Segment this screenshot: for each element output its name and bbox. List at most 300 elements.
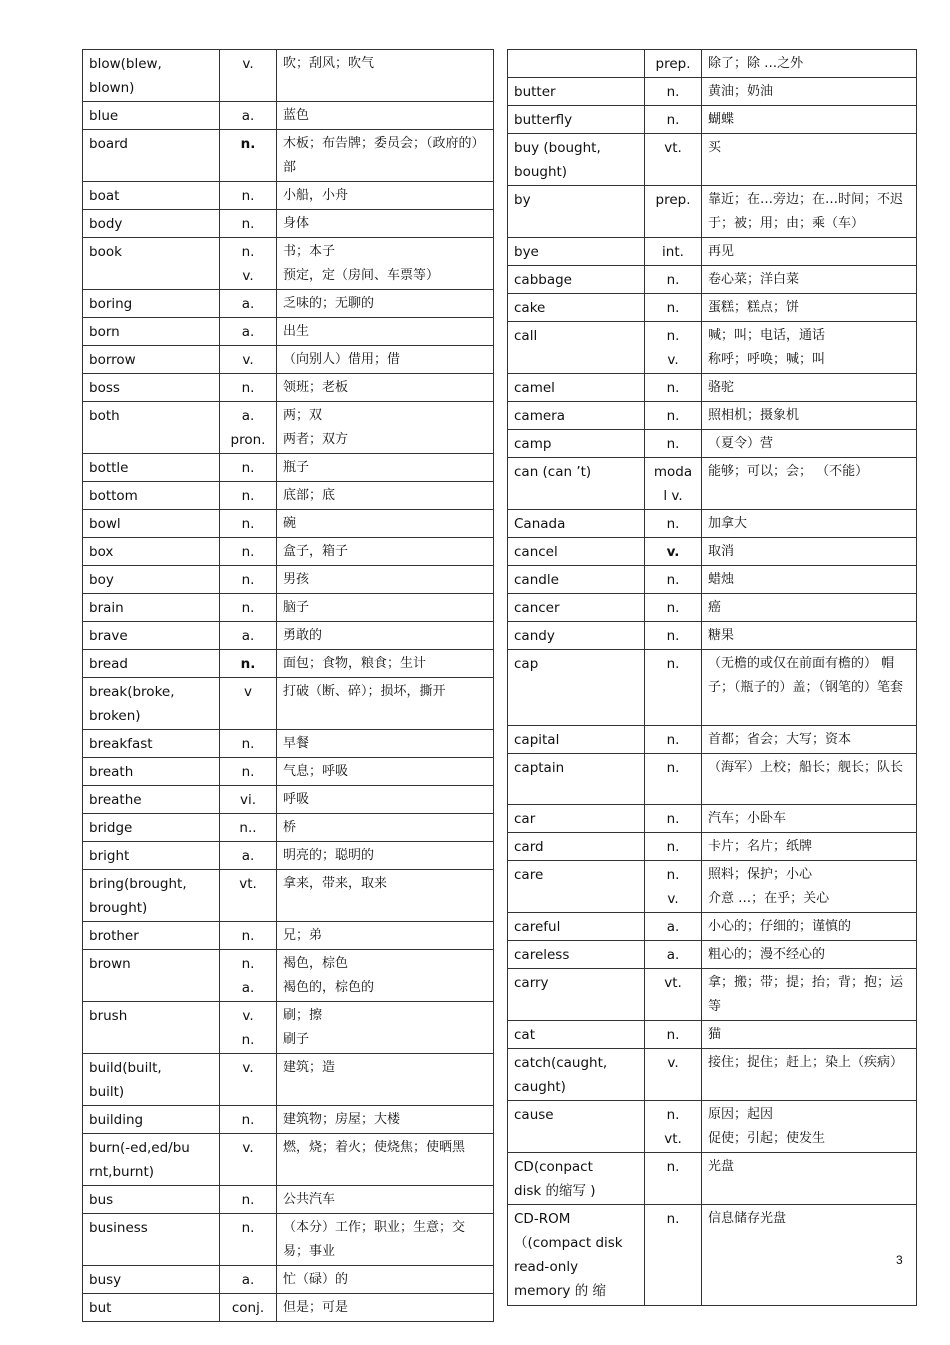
vocab-definition-line: 褐色的，棕色的: [283, 980, 375, 995]
vocab-part-of-speech-line: a.: [241, 324, 255, 340]
vocab-definition: [277, 950, 494, 1002]
vocab-definition: [277, 678, 494, 730]
vocab-definition: [277, 730, 494, 758]
vocab-word-line: candy: [514, 628, 555, 644]
vocab-word: [83, 318, 220, 346]
vocab-word-line: blue: [89, 108, 119, 124]
vocab-row: [83, 730, 494, 758]
vocab-word-line: cause: [514, 1107, 554, 1123]
vocab-part-of-speech-line: n.: [666, 436, 680, 452]
right-vocab-body: [508, 50, 917, 1306]
vocab-row: [508, 941, 917, 969]
vocab-word-line: CD(conpact: [514, 1159, 593, 1175]
vocab-definition: [702, 566, 917, 594]
vocab-part-of-speech: [645, 622, 702, 650]
vocab-row: [83, 922, 494, 950]
vocab-word: [508, 805, 645, 833]
vocab-definition: [277, 622, 494, 650]
vocab-word: [83, 842, 220, 870]
vocab-word-line: cat: [514, 1027, 535, 1043]
vocab-definition-line: 癌: [708, 600, 722, 615]
vocab-word: [83, 454, 220, 482]
vocab-definition-line: 气息；呼吸: [283, 764, 349, 779]
vocab-definition: [702, 1021, 917, 1049]
vocab-part-of-speech-line: v.: [666, 544, 680, 560]
vocab-word: [508, 1205, 645, 1306]
vocab-part-of-speech-line: vt.: [664, 1131, 682, 1147]
vocab-row: [508, 266, 917, 294]
vocab-definition: [702, 266, 917, 294]
vocab-word-line: candle: [514, 572, 559, 588]
vocab-part-of-speech: [220, 650, 277, 678]
vocab-word-line: brought): [89, 900, 148, 916]
vocab-part-of-speech-line: n.: [666, 328, 680, 344]
vocab-definition: [277, 482, 494, 510]
vocab-word: [508, 510, 645, 538]
vocab-part-of-speech: [220, 842, 277, 870]
vocab-word: [83, 1266, 220, 1294]
vocab-row: [83, 290, 494, 318]
vocab-definition-line: 出生: [283, 324, 310, 339]
vocab-part-of-speech-line: n.: [666, 732, 680, 748]
vocab-definition-line: 书；本子: [283, 244, 336, 259]
vocab-word: [508, 106, 645, 134]
vocab-row: [83, 1214, 494, 1266]
vocab-word-line: blow(blew,: [89, 56, 162, 72]
vocab-row: [83, 950, 494, 1002]
vocab-definition-line: 预定，定（房间、车票等）: [283, 268, 440, 283]
vocab-word: [83, 1106, 220, 1134]
vocab-row: [508, 833, 917, 861]
vocab-row: [83, 622, 494, 650]
vocab-part-of-speech: [645, 1205, 702, 1306]
vocab-part-of-speech: [645, 374, 702, 402]
vocab-part-of-speech-line: prep.: [655, 192, 691, 208]
vocab-definition: [702, 969, 917, 1021]
vocab-definition-line: 介意 …；在乎；关心: [708, 891, 830, 906]
vocab-row: [508, 1101, 917, 1153]
vocab-part-of-speech: [220, 50, 277, 102]
vocab-definition-line: 促使；引起；使发生: [708, 1131, 826, 1146]
vocab-word: [508, 134, 645, 186]
vocab-word: [83, 1186, 220, 1214]
vocab-part-of-speech: [645, 1101, 702, 1153]
vocab-part-of-speech-line: n.: [666, 760, 680, 776]
vocab-row: [508, 1021, 917, 1049]
vocab-row: [508, 754, 917, 805]
vocab-definition-line: 男孩: [283, 572, 310, 587]
vocab-definition: [277, 1002, 494, 1054]
vocab-part-of-speech-line: n..: [239, 820, 257, 836]
vocab-part-of-speech: [220, 730, 277, 758]
vocab-word: [83, 182, 220, 210]
vocab-part-of-speech-line: n.: [241, 736, 255, 752]
vocab-definition-line: 取消: [708, 544, 735, 559]
vocab-definition-line: 褐色，棕色: [283, 956, 349, 971]
vocab-part-of-speech: [220, 482, 277, 510]
vocab-part-of-speech-line: a.: [666, 947, 680, 963]
vocab-part-of-speech-line: n.: [241, 244, 255, 260]
vocab-definition-line: 光盘: [708, 1159, 735, 1174]
vocab-part-of-speech-line: a.: [241, 108, 255, 124]
left-vocab-table: [82, 49, 494, 1322]
vocab-word-line: book: [89, 244, 122, 260]
vocab-part-of-speech-line: n.: [666, 1027, 680, 1043]
vocab-part-of-speech-line: n.: [241, 1112, 255, 1128]
vocab-part-of-speech: [645, 594, 702, 622]
vocab-part-of-speech-line: n.: [241, 216, 255, 232]
vocab-word: [83, 346, 220, 374]
vocab-part-of-speech: [220, 566, 277, 594]
vocab-definition-line: 面包；食物，粮食；生计: [283, 656, 427, 671]
vocab-definition: [277, 182, 494, 210]
vocab-part-of-speech: [220, 758, 277, 786]
vocab-part-of-speech-line: v.: [242, 352, 254, 368]
vocab-definition-line: 卡片；名片；纸牌: [708, 839, 813, 854]
vocab-row: [83, 1266, 494, 1294]
vocab-part-of-speech-line: n.: [241, 460, 255, 476]
vocab-word-line: Canada: [514, 516, 566, 532]
vocab-part-of-speech: [220, 678, 277, 730]
vocab-row: [83, 1294, 494, 1322]
vocab-definition-line: 黄油；奶油: [708, 84, 774, 99]
vocab-word-line: building: [89, 1112, 144, 1128]
vocab-definition: [277, 842, 494, 870]
vocab-word-line: bus: [89, 1192, 114, 1208]
vocab-word: [508, 941, 645, 969]
vocab-word-line: CD-ROM: [514, 1211, 571, 1227]
vocab-word-line: borrow: [89, 352, 136, 368]
vocab-definition: [702, 726, 917, 754]
vocab-row: [83, 1002, 494, 1054]
vocab-row: [83, 482, 494, 510]
vocab-word-line: box: [89, 544, 114, 560]
vocab-word-line: break(broke,: [89, 684, 175, 700]
vocab-definition-line: 早餐: [283, 736, 310, 751]
vocab-word-line: business: [89, 1220, 148, 1236]
vocab-definition: [277, 290, 494, 318]
vocab-definition: [277, 210, 494, 238]
vocab-word-line: care: [514, 867, 544, 883]
vocab-word: [83, 1294, 220, 1322]
vocab-part-of-speech: [220, 814, 277, 842]
vocab-part-of-speech-line: v.: [667, 891, 679, 907]
vocab-word: [83, 870, 220, 922]
vocab-row: [83, 566, 494, 594]
vocab-definition-line: 领班；老板: [283, 380, 349, 395]
vocab-definition-line: 加拿大: [708, 516, 748, 531]
vocab-word: [508, 430, 645, 458]
vocab-definition-line: 首都；省会；大写；资本: [708, 732, 852, 747]
vocab-definition-line: 照相机；摄象机: [708, 408, 800, 423]
vocab-row: [83, 130, 494, 182]
vocab-definition-line: 小心的；仔细的；谨慎的: [708, 919, 852, 934]
vocab-definition: [702, 430, 917, 458]
vocab-word-line: bridge: [89, 820, 133, 836]
vocab-definition: [277, 758, 494, 786]
vocab-word: [508, 1049, 645, 1101]
vocab-word: [83, 1214, 220, 1266]
vocab-word-line: read-only: [514, 1259, 579, 1275]
vocab-definition-line: 忙（碌）的: [283, 1272, 349, 1287]
vocab-row: [83, 50, 494, 102]
vocab-definition-line: 蛋糕；糕点；饼: [708, 300, 800, 315]
vocab-word-line: build(built,: [89, 1060, 162, 1076]
vocab-part-of-speech: [220, 1214, 277, 1266]
vocab-row: [83, 814, 494, 842]
vocab-part-of-speech-line: v: [244, 684, 252, 700]
vocab-word: [508, 650, 645, 726]
vocab-definition: [702, 134, 917, 186]
vocab-part-of-speech-line: n.: [241, 380, 255, 396]
vocab-part-of-speech-line: n.: [666, 1107, 680, 1123]
vocab-word: [508, 538, 645, 566]
vocab-definition: [702, 510, 917, 538]
vocab-definition: [277, 922, 494, 950]
vocab-definition: [702, 106, 917, 134]
vocab-word-line: built): [89, 1084, 125, 1100]
vocab-definition-line: 刷子: [283, 1032, 310, 1047]
vocab-definition: [277, 318, 494, 346]
vocab-word: [83, 786, 220, 814]
vocab-definition-line: 燃，烧；着火；使烧焦；使晒黑: [283, 1140, 466, 1155]
vocab-row: [508, 430, 917, 458]
vocab-part-of-speech-line: n.: [241, 956, 255, 972]
vocab-definition-line: （无檐的或仅在前面有檐的） 帽子；（瓶子的）盖；（钢笔的）笔套: [708, 656, 904, 695]
vocab-row: [83, 842, 494, 870]
vocab-word-line: breakfast: [89, 736, 153, 752]
vocab-definition: [702, 1153, 917, 1205]
vocab-part-of-speech-line: a.: [666, 919, 680, 935]
vocab-part-of-speech-line: vi.: [239, 792, 257, 808]
vocab-definition: [277, 1214, 494, 1266]
vocab-part-of-speech-line: n.: [241, 928, 255, 944]
vocab-word-line: board: [89, 136, 128, 152]
vocab-word: [83, 50, 220, 102]
vocab-definition: [702, 650, 917, 726]
vocab-part-of-speech-line: n.: [666, 600, 680, 616]
vocab-part-of-speech: [645, 322, 702, 374]
vocab-word-line: careful: [514, 919, 561, 935]
vocab-row: [83, 454, 494, 482]
vocab-part-of-speech: [645, 134, 702, 186]
vocab-word-line: bought): [514, 164, 568, 180]
vocab-part-of-speech-line: conj.: [231, 1300, 265, 1316]
vocab-part-of-speech: [220, 1134, 277, 1186]
vocab-definition-line: 再见: [708, 244, 735, 259]
vocab-definition-line: 公共汽车: [283, 1192, 336, 1207]
vocab-part-of-speech-line: n.: [666, 572, 680, 588]
vocab-row: [508, 805, 917, 833]
vocab-word-line: boat: [89, 188, 120, 204]
vocab-definition-line: 明亮的；聪明的: [283, 848, 375, 863]
vocab-word-line: captain: [514, 760, 565, 776]
vocab-word: [83, 482, 220, 510]
vocab-definition-line: 喊；叫；电话，通话: [708, 328, 826, 343]
vocab-definition-line: 小船，小舟: [283, 188, 349, 203]
vocab-word: [508, 78, 645, 106]
vocab-word-line: cap: [514, 656, 539, 672]
vocab-definition-line: 但是；可是: [283, 1300, 349, 1315]
vocab-word-line: catch(caught,: [514, 1055, 608, 1071]
vocab-part-of-speech: [220, 1054, 277, 1106]
vocab-part-of-speech: [220, 290, 277, 318]
vocab-part-of-speech-line: a.: [241, 408, 255, 424]
vocab-word-line: breathe: [89, 792, 142, 808]
vocab-word: [508, 1101, 645, 1153]
vocab-part-of-speech-line: int.: [662, 244, 684, 260]
vocab-part-of-speech-line: n.: [666, 811, 680, 827]
vocab-word-line: memory 的 缩: [514, 1283, 606, 1299]
vocab-definition: [702, 805, 917, 833]
vocab-definition: [277, 238, 494, 290]
vocab-word-line: but: [89, 1300, 112, 1316]
vocab-part-of-speech-line: v.: [667, 1055, 679, 1071]
vocab-word-line: bright: [89, 848, 130, 864]
vocab-word-line: cancer: [514, 600, 560, 616]
vocab-word: [83, 622, 220, 650]
vocab-word: [508, 458, 645, 510]
vocab-definition: [277, 130, 494, 182]
vocab-row: [508, 861, 917, 913]
vocab-part-of-speech: [645, 833, 702, 861]
vocab-word-line: bottom: [89, 488, 138, 504]
vocab-definition-line: 乏味的；无聊的: [283, 296, 375, 311]
vocab-word-line: bye: [514, 244, 539, 260]
vocab-part-of-speech: [645, 510, 702, 538]
vocab-word: [508, 726, 645, 754]
vocab-part-of-speech: [220, 1002, 277, 1054]
vocab-definition: [702, 402, 917, 430]
vocab-row: [508, 566, 917, 594]
vocab-row: [508, 650, 917, 726]
vocab-part-of-speech: [645, 430, 702, 458]
vocab-word: [83, 758, 220, 786]
vocab-definition: [702, 594, 917, 622]
vocab-definition: [277, 594, 494, 622]
vocab-word-line: bottle: [89, 460, 129, 476]
vocab-part-of-speech-line: a.: [241, 1272, 255, 1288]
vocab-definition: [277, 786, 494, 814]
vocab-word-line: camera: [514, 408, 565, 424]
vocab-definition: [702, 458, 917, 510]
vocab-part-of-speech-line: n.: [666, 1211, 680, 1227]
vocab-definition-line: 身体: [283, 216, 310, 231]
vocab-row: [508, 594, 917, 622]
vocab-definition-line: 汽车；小卧车: [708, 811, 787, 826]
vocab-row: [508, 374, 917, 402]
vocab-part-of-speech-line: n.: [241, 600, 255, 616]
vocab-word: [83, 130, 220, 182]
vocab-word: [508, 402, 645, 430]
vocab-word: [508, 754, 645, 805]
vocab-definition-line: 木板；布告牌；委员会；（政府的）部: [283, 136, 485, 175]
vocab-part-of-speech-line: n.: [666, 84, 680, 100]
vocab-definition: [702, 322, 917, 374]
vocab-word: [508, 594, 645, 622]
vocab-definition: [277, 650, 494, 678]
vocab-definition: [277, 566, 494, 594]
vocab-row: [83, 650, 494, 678]
vocab-row: [508, 1205, 917, 1306]
vocab-row: [508, 402, 917, 430]
vocab-part-of-speech: [645, 861, 702, 913]
vocab-part-of-speech: [645, 726, 702, 754]
vocab-part-of-speech: [220, 594, 277, 622]
vocab-definition: [277, 346, 494, 374]
vocab-part-of-speech: [645, 1153, 702, 1205]
vocab-word-line: buy (bought,: [514, 140, 601, 156]
vocab-row: [83, 758, 494, 786]
vocab-definition-line: 骆驼: [708, 380, 735, 395]
vocab-word: [83, 678, 220, 730]
vocab-part-of-speech: [645, 941, 702, 969]
vocab-definition: [277, 50, 494, 102]
vocab-word-line: capital: [514, 732, 560, 748]
vocab-row: [83, 238, 494, 290]
vocab-part-of-speech-line: n.: [241, 544, 255, 560]
vocab-definition-line: 买: [708, 140, 722, 155]
vocab-word: [83, 290, 220, 318]
vocab-definition: [277, 1186, 494, 1214]
vocab-definition: [702, 754, 917, 805]
vocab-row: [83, 402, 494, 454]
vocab-definition: [702, 941, 917, 969]
vocab-word: [508, 374, 645, 402]
vocab-definition-line: 拿；搬；带；提；抬；背；抱；运等: [708, 975, 904, 1014]
page-number: 3: [896, 1253, 903, 1267]
vocab-part-of-speech-line: vt.: [664, 975, 682, 991]
vocab-word-line: cake: [514, 300, 546, 316]
vocab-part-of-speech-line: v.: [242, 268, 254, 284]
vocab-row: [508, 1153, 917, 1205]
vocab-row: [508, 622, 917, 650]
vocab-definition-line: 脑子: [283, 600, 310, 615]
vocab-definition: [702, 861, 917, 913]
vocab-definition: [277, 454, 494, 482]
vocab-part-of-speech: [645, 78, 702, 106]
vocab-definition-line: 蝴蝶: [708, 112, 735, 127]
vocab-row: [508, 726, 917, 754]
vocab-definition-line: 猫: [708, 1027, 722, 1042]
vocab-row: [83, 594, 494, 622]
vocab-word: [83, 566, 220, 594]
vocab-word-line: butterfly: [514, 112, 573, 128]
vocab-part-of-speech: [220, 870, 277, 922]
vocab-part-of-speech-line: n.: [666, 380, 680, 396]
vocab-part-of-speech: [220, 346, 277, 374]
vocab-word-line: （(compact disk: [514, 1235, 623, 1251]
vocab-definition: [702, 186, 917, 238]
vocab-part-of-speech: [645, 1021, 702, 1049]
vocab-word: [508, 861, 645, 913]
vocab-definition-line: （海军）上校；船长；舰长；队长: [708, 760, 904, 775]
vocab-part-of-speech: [645, 106, 702, 134]
vocab-word: [508, 50, 645, 78]
vocab-definition-line: 除了；除 …之外: [708, 56, 804, 71]
vocab-definition: [702, 1101, 917, 1153]
vocab-word: [83, 950, 220, 1002]
vocab-word-line: bring(brought,: [89, 876, 187, 892]
vocab-part-of-speech: [645, 266, 702, 294]
vocab-word: [508, 238, 645, 266]
vocab-definition: [277, 814, 494, 842]
vocab-definition-line: 靠近；在…旁边；在…时间；不迟于；被；用；由；乘（车）: [708, 192, 904, 231]
vocab-definition: [702, 538, 917, 566]
vocab-word-line: bread: [89, 656, 128, 672]
vocab-row: [508, 238, 917, 266]
vocab-definition: [277, 1294, 494, 1322]
